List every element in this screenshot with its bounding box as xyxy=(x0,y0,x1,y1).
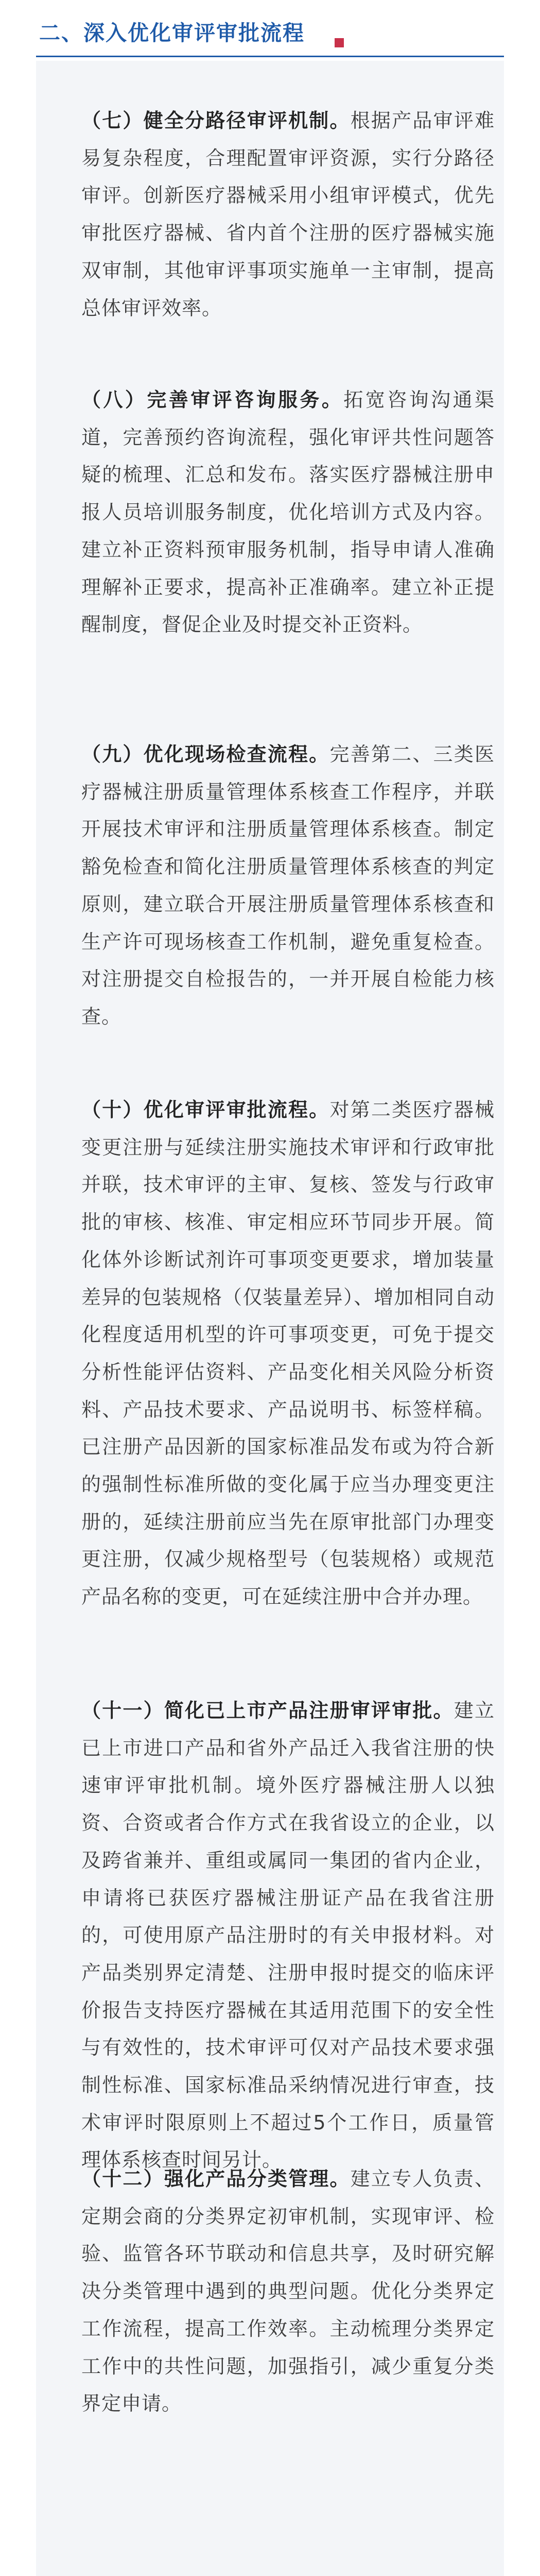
paragraph-10-body: 对第二类医疗器械变更注册与延续注册实施技术审评和行政审批并联，技术审评的主审、复核、签发与行政审批的审核、核准、审定相应环节同步开展。简化体外诊断试剂许可事项变更要求，增加装量差异的包装规格（仅装量差异）、增加相同自动化程度适用机型的许可事项变更，可免于提交分析性能评估资料、产品变化相关风险分析资料、产品技术要求、产品说明书、标签样稿。已注册产品因新的国家标准品发布或为符合新的强制性标准所做的变化属于应当办理变更注册的，延续注册前应当先在原审批部门办理变更注册，仅减少规格型号（包装规格）或规范产品名称的变更，可在延续注册中合并办理。 xyxy=(81,1098,495,1608)
section-header xyxy=(36,13,504,61)
paragraph-12-body: 建立专人负责、定期会商的分类界定初审机制，实现审评、检验、监管各环节联动和信息共享，及时研究解决分类管理中遇到的典型问题。优化分类界定工作流程，提高工作效率。主动梳理分类界定工作中的共性问题，加强指引，减少重复分类界定申请。 xyxy=(81,2167,495,2415)
paragraph-11 xyxy=(81,1692,495,2179)
paragraph-8-heading: （八）完善审评咨询服务。 xyxy=(81,388,344,411)
paragraph-8-body: 拓宽咨询沟通渠道，完善预约咨询流程，强化审评共性问题答疑的梳理、汇总和发布。落实医疗器械注册申报人员培训服务制度，优化培训方式及内容。建立补正资料预审服务机制，指导申请人准确理解补正要求，提高补正准确率。建立补正提醒制度，督促企业及时提交补正资料。 xyxy=(81,388,495,636)
paragraph-11-heading: （十一）简化已上市产品注册审评审批。 xyxy=(81,1699,454,1722)
paragraph-11-body: 建立已上市进口产品和省外产品迁入我省注册的快速审评审批机制。境外医疗器械注册人以独资、合资或者合作方式在我省设立的企业，以及跨省兼并、重组或属同一集团的省内企业，申请将已获医疗器械注册证产品在我省注册的，可使用原产品注册时的有关申报材料。对产品类别界定清楚、注册申报时提交的临床评价报告支持医疗器械在其适用范围下的安全性与有效性的，技术审评可仅对产品技术要求强制性标准、国家标准品采纳情况进行审查，技术审评时限原则上不超过5个工作日，质量管理体系核查时间另计。 xyxy=(81,1699,495,2172)
paragraph-9 xyxy=(81,736,495,1036)
paragraph-7 xyxy=(81,102,495,327)
title-accent-square xyxy=(335,38,344,47)
paragraph-10 xyxy=(81,1091,495,1616)
paragraph-12 xyxy=(81,2160,495,2422)
paragraph-7-heading: （七）健全分路径审评机制。 xyxy=(81,109,351,132)
paragraph-10-heading: （十）优化审评审批流程。 xyxy=(81,1098,330,1121)
title-underline xyxy=(36,56,504,57)
paragraph-9-heading: （九）优化现场检查流程。 xyxy=(81,743,330,766)
paragraph-9-body: 完善第二、三类医疗器械注册质量管理体系核查工作程序，并联开展技术审评和注册质量管理体系核查。制定豁免检查和简化注册质量管理体系核查的判定原则，建立联合开展注册质量管理体系核查和生产许可现场核查工作机制，避免重复检查。对注册提交自检报告的，一并开展自检能力核查。 xyxy=(81,743,495,1028)
paragraph-8 xyxy=(81,381,495,643)
paragraph-7-body: 根据产品审评难易复杂程度，合理配置审评资源，实行分路径审评。创新医疗器械采用小组审评模式，优先审批医疗器械、省内首个注册的医疗器械实施双审制，其他审评事项实施单一主审制，提高总体审评效率。 xyxy=(81,109,495,319)
section-title: 二、深入优化审评审批流程 xyxy=(39,21,305,45)
paragraph-12-heading: （十二）强化产品分类管理。 xyxy=(81,2167,351,2190)
